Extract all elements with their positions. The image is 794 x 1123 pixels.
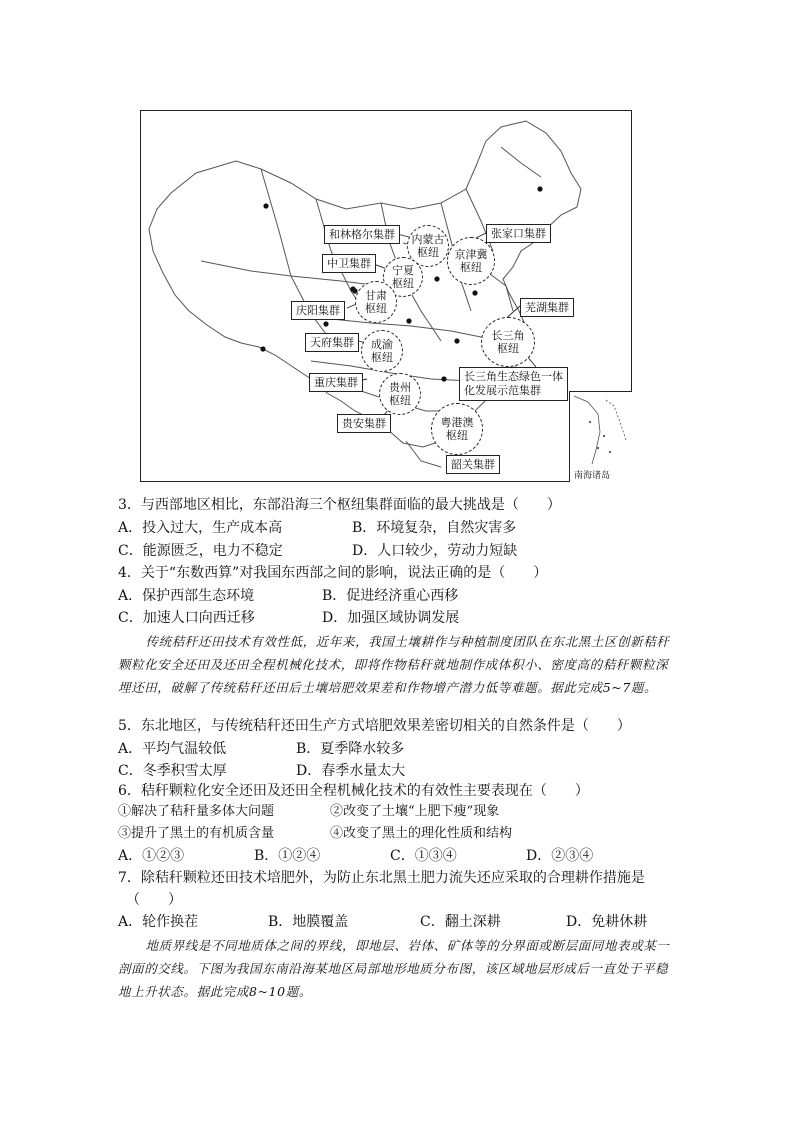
- question-5-option-c[interactable]: C．冬季积雪太厚: [118, 763, 227, 779]
- question-3-option-d[interactable]: D．人口较少，劳动力短缺: [352, 543, 518, 559]
- question-5-option-b[interactable]: B．夏季降水较多: [296, 741, 405, 757]
- label-shaoguan-cluster: 韶关集群: [446, 455, 500, 474]
- question-3-option-c[interactable]: C．能源匮乏，电力不稳定: [118, 543, 283, 559]
- south-china-sea-inset: [569, 391, 632, 482]
- label-zhangjiakou-cluster: 张家口集群: [486, 224, 551, 243]
- question-5-option-a[interactable]: A．平均气温较低: [118, 741, 227, 757]
- question-7-stem: 7．除秸秆颗粒还田技术培肥外，为防止东北黑土肥力流失还应采取的合理耕作措施是: [118, 870, 645, 886]
- hub-neimenggu: 内蒙古 枢纽: [407, 225, 449, 267]
- question-6-statement-4: ④改变了黑土的理化性质和结构: [330, 826, 513, 841]
- question-4-option-c[interactable]: C．加速人口向西迁移: [118, 610, 255, 626]
- hub-yuegangao: 粤港澳 枢纽: [431, 403, 483, 455]
- question-7-option-c[interactable]: C．翻土深耕: [420, 914, 501, 930]
- label-helingeer-cluster: 和林格尔集群: [324, 225, 400, 244]
- city-dot: [537, 186, 542, 191]
- question-6-option-c[interactable]: C．①③④: [390, 848, 457, 864]
- question-6-stem: 6．秸秆颗粒化安全还田及还田全程机械化技术的有效性主要表现在（ ）: [118, 783, 589, 799]
- inset-label: 南海诸岛: [574, 471, 611, 481]
- question-3-stem: 3．与西部地区相比，东部沿海三个枢纽集群面临的最大挑战是（ ）: [118, 497, 561, 513]
- question-6-option-b[interactable]: B．①②④: [254, 848, 321, 864]
- question-5-stem: 5．东北地区，与传统秸秆还田生产方式培肥效果差密切相关的自然条件是（ ）: [118, 718, 631, 734]
- question-6-statement-3: ③提升了黑土的有机质含量: [118, 826, 275, 841]
- city-dot: [406, 318, 411, 323]
- hub-jingjinji: 京津冀 枢纽: [447, 237, 495, 285]
- question-4-option-a[interactable]: A．保护西部生态环境: [118, 588, 255, 604]
- city-dot: [260, 346, 265, 351]
- question-3-option-b[interactable]: B．环境复杂，自然灾害多: [352, 520, 517, 536]
- city-dot: [263, 203, 268, 208]
- label-wuhu-cluster: 芜湖集群: [520, 298, 574, 317]
- label-qingyang-cluster: 庆阳集群: [291, 301, 345, 320]
- question-6-option-d[interactable]: D．②③④: [526, 848, 594, 864]
- question-6-statement-2: ②改变了土壤“上肥下瘦”现象: [330, 804, 500, 819]
- question-4-stem: 4．关于“东数西算”对我国东西部之间的影响，说法正确的是（ ）: [118, 565, 548, 581]
- question-3-option-a[interactable]: A．投入过大，生产成本高: [118, 520, 283, 536]
- label-zhongwei-cluster: 中卫集群: [322, 254, 376, 273]
- question-6-option-a[interactable]: A．①②③: [118, 848, 185, 864]
- question-5-option-d[interactable]: D．春季水量太大: [296, 763, 406, 779]
- hub-chengyu: 成渝 枢纽: [361, 330, 403, 372]
- hub-guizhou: 贵州 枢纽: [379, 373, 421, 415]
- question-7-option-b[interactable]: B．地膜覆盖: [268, 914, 349, 930]
- passage-geologic-boundary: 地质界线是不同地质体之间的界线，即地层、岩体、矿体等的分界面或断层面同地表或某一剖面的交线。下图为我国东南沿海某地区局部地形地质分布图，该区域地层形成后一直处于平稳地上升状态。据此完成8~10题。: [118, 938, 670, 999]
- city-dot: [323, 321, 328, 326]
- label-guian-cluster: 贵安集群: [337, 414, 391, 433]
- city-dot: [454, 338, 459, 343]
- hub-gansu: 甘肃 枢纽: [355, 281, 397, 323]
- question-4-option-d[interactable]: D．加强区域协调发展: [322, 610, 460, 626]
- city-dot: [441, 376, 446, 381]
- label-tianfu-cluster: 天府集群: [305, 333, 359, 352]
- hub-changsanjiao: 长三角 枢纽: [481, 317, 535, 367]
- question-7-option-d[interactable]: D．免耕休耕: [566, 914, 648, 930]
- question-4-option-b[interactable]: B．促进经济重心西移: [322, 588, 459, 604]
- question-6-statement-1: ①解决了秸秆量多体大问题: [118, 804, 275, 819]
- question-7-answer-paren: （ ）: [126, 892, 182, 908]
- data-center-map: [140, 110, 632, 482]
- label-chongqing-cluster: 重庆集群: [309, 373, 363, 392]
- label-changsanjiao-demo-cluster: 长三角生态绿色一体 化发展示范集群: [459, 367, 568, 401]
- question-7-option-a[interactable]: A．轮作换茬: [118, 914, 199, 930]
- city-dot: [350, 286, 355, 291]
- city-dot: [472, 290, 477, 295]
- city-dot: [434, 276, 439, 281]
- passage-straw-return: 传统秸秆还田技术有效性低，近年来，我国土壤耕作与种植制度团队在东北黑土区创新秸秆颗粒化安全还田及还田全程机械化技术，即将作物秸秆就地制作成体积小、密度高的秸秆颗粒深埋还田，破解了传统秸秆还田后土壤培肥效果差和作物增产潜力低等难题。据此完成5~7题。: [118, 634, 670, 695]
- hub-ningxia: 宁夏 枢纽: [383, 257, 423, 297]
